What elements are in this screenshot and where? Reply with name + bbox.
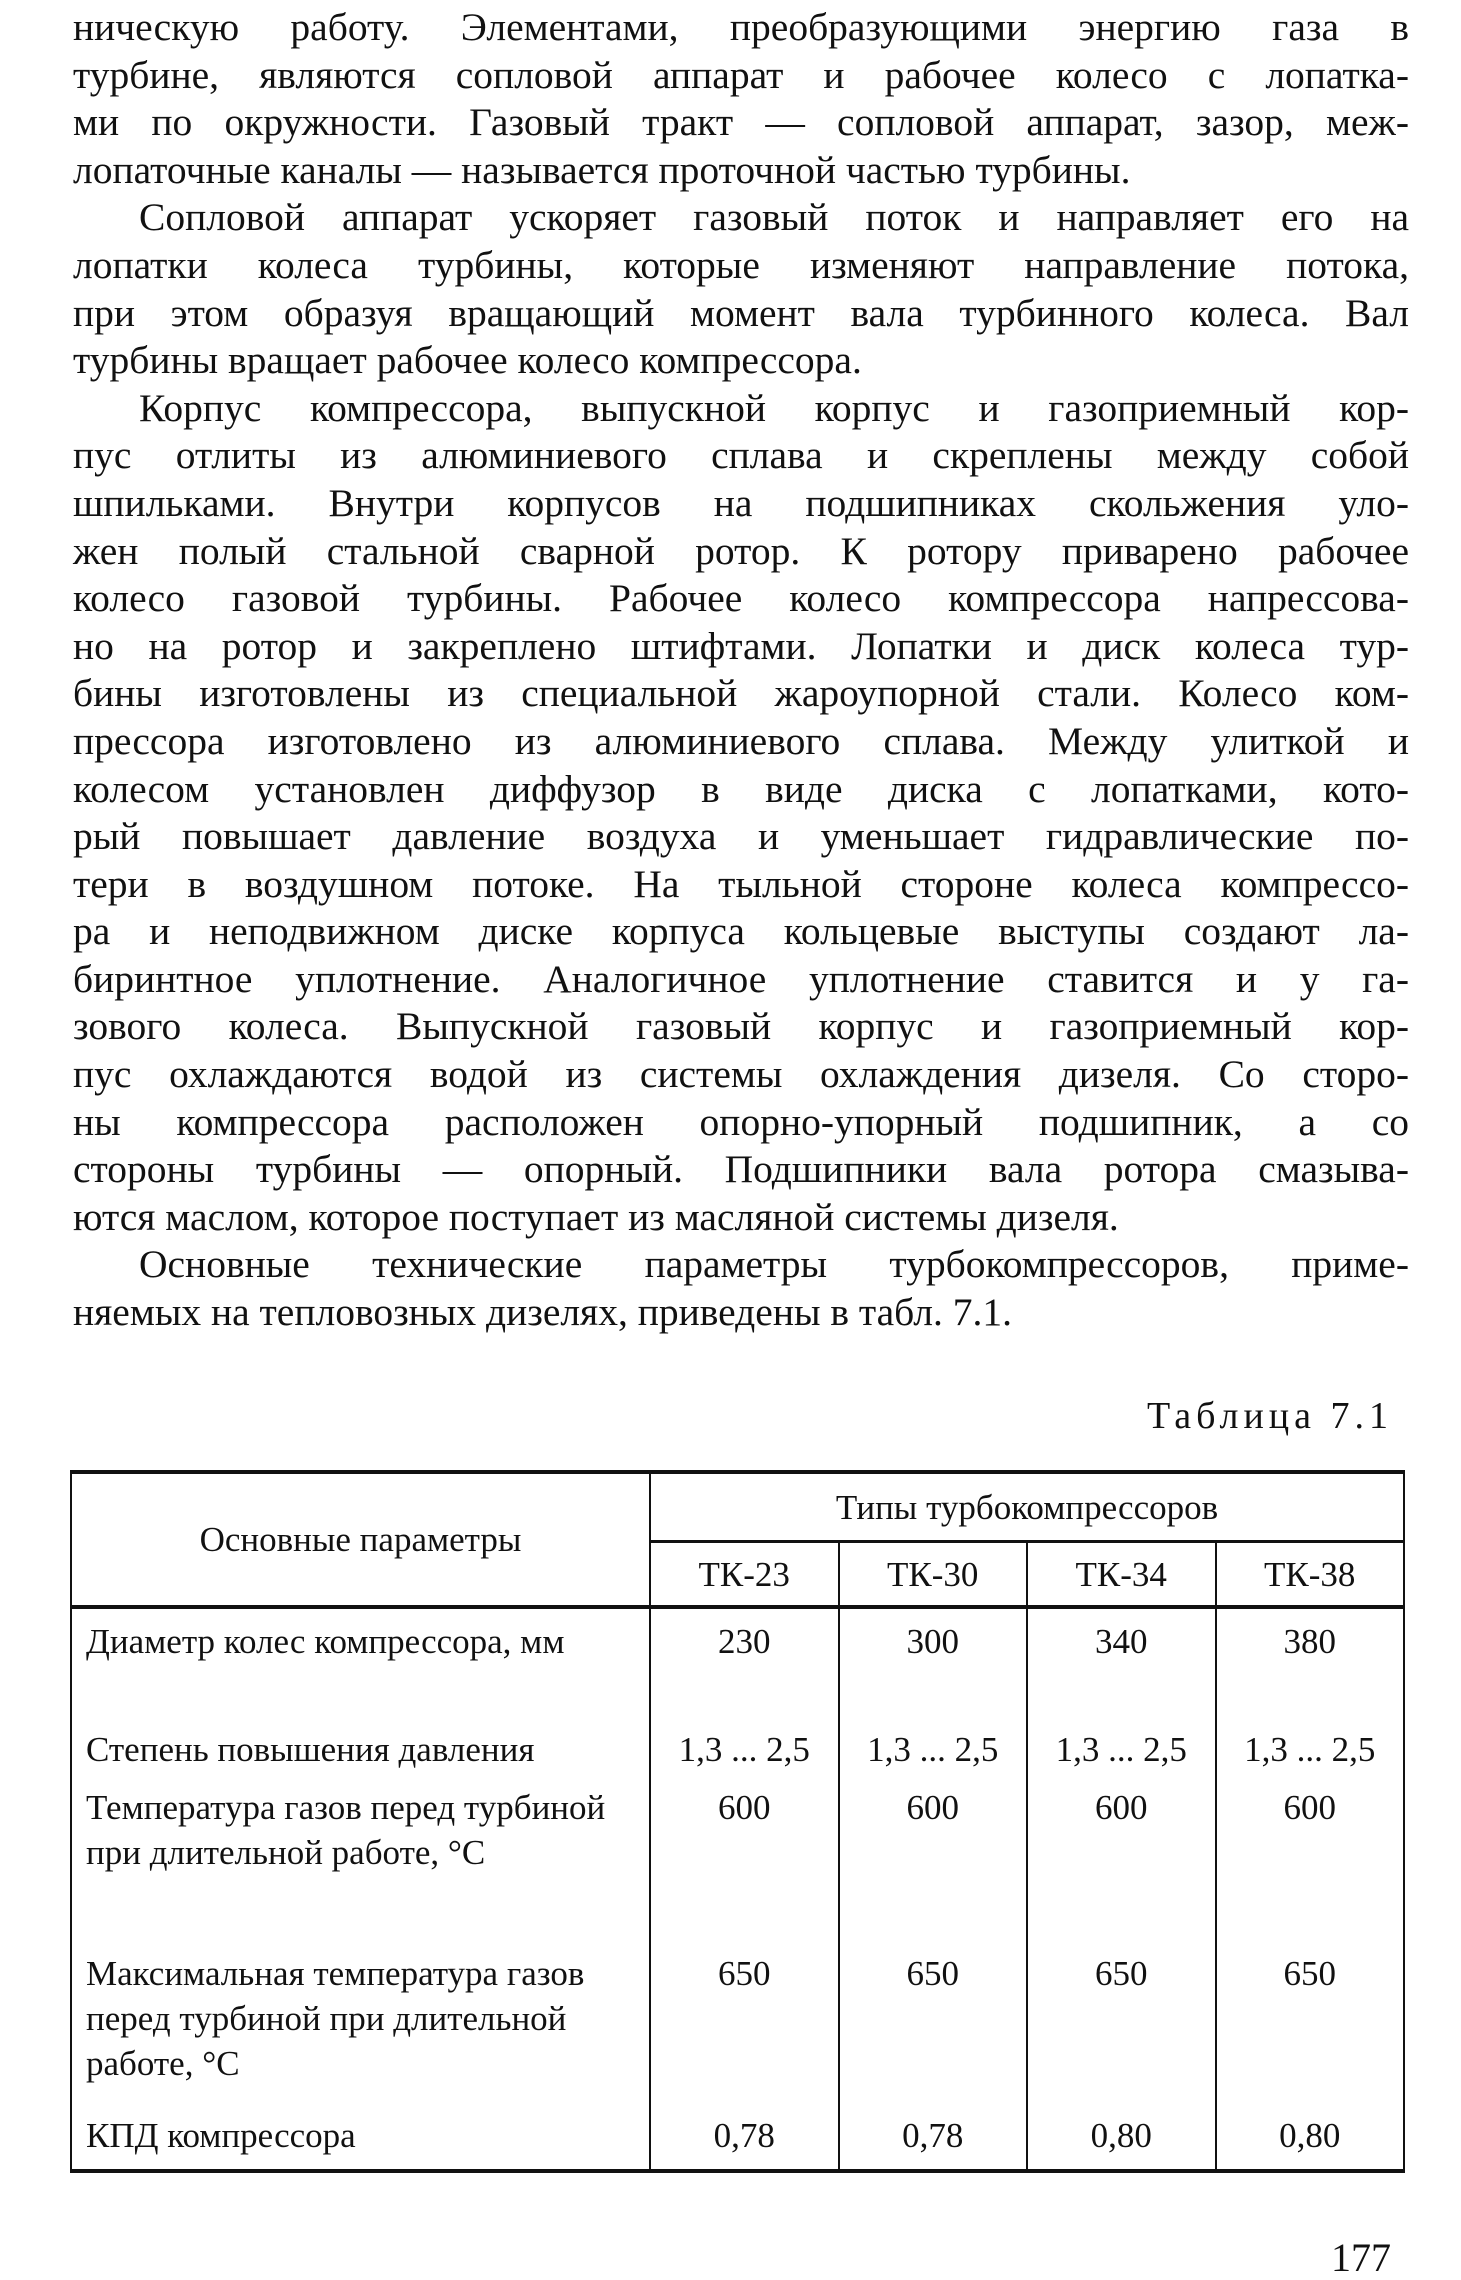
header-compressor-types: Типы турбокомпрессоров — [650, 1472, 1404, 1542]
text-line: при этом образуя вращающий момент вала турбинного колеса. Вал — [73, 290, 1409, 335]
param-value: 230 — [650, 1607, 839, 1727]
param-label: Диаметр колес компрессора, мм — [71, 1607, 650, 1727]
param-value: 650 — [650, 1951, 839, 2113]
header-parameters: Основные параметры — [71, 1472, 650, 1607]
param-value: 300 — [839, 1607, 1028, 1727]
header-model: ТК-23 — [650, 1542, 839, 1608]
param-value: 0,78 — [650, 2113, 839, 2171]
text-line: тери в воздушном потоке. На тыльной стороне колеса компрессо- — [73, 861, 1409, 906]
param-value: 600 — [650, 1785, 839, 1951]
text-line: стороны турбины — опорный. Подшипники вала ротора смазыва- — [73, 1147, 1409, 1192]
text-line: лопатки колеса турбины, которые изменяют направление потока, — [73, 242, 1409, 287]
param-label: Степень повышения давления — [71, 1727, 650, 1785]
text-line: Корпус компрессора, выпускной корпус и газоприемный кор- — [139, 385, 1409, 430]
table-row — [71, 1785, 1404, 1951]
text-line: но на ротор и закреплено штифтами. Лопатки и диск колеса тур- — [73, 623, 1409, 668]
param-value: 380 — [1216, 1607, 1405, 1727]
text-line: ническую работу. Элементами, преобразующими энергию газа в — [73, 5, 1409, 49]
text-line: ра и неподвижном диске корпуса кольцевые выступы создают ла- — [73, 909, 1409, 954]
page-number: 177 — [1331, 2235, 1391, 2280]
param-value: 600 — [1027, 1785, 1216, 1951]
param-value: 1,3 ... 2,5 — [1216, 1727, 1405, 1785]
param-value: 340 — [1027, 1607, 1216, 1727]
text-line: биринтное уплотнение. Аналогичное уплотнение ставится и у га- — [73, 956, 1409, 1001]
text-line: рый повышает давление воздуха и уменьшает гидравлические по- — [73, 814, 1409, 859]
body-text — [73, 4, 1409, 1337]
text-line: ны компрессора расположен опорно-упорный подшипник, а со — [73, 1099, 1409, 1144]
table-row — [71, 1951, 1404, 2113]
text-line: зового колеса. Выпускной газовый корпус и газоприемный кор- — [73, 1004, 1409, 1049]
param-value: 0,80 — [1216, 2113, 1405, 2171]
text-line: турбине, являются сопловой аппарат и рабочее колесо с лопатка- — [73, 52, 1409, 97]
text-line: лопаточные каналы — называется проточной частью турбины. — [73, 147, 1131, 192]
table-row — [71, 2113, 1404, 2171]
text-line: ются маслом, которое поступает из масляной системы дизеля. — [73, 1194, 1119, 1239]
text-line: прессора изготовлено из алюминиевого сплава. Между улиткой и — [73, 718, 1409, 763]
param-value: 0,80 — [1027, 2113, 1216, 2171]
text-line: жен полый стальной сварной ротор. К ротору приварено рабочее — [73, 528, 1409, 573]
table-row — [71, 1727, 1404, 1785]
text-line: ми по окружности. Газовый тракт — сопловой аппарат, зазор, меж- — [73, 100, 1409, 145]
text-line: турбины вращает рабочее колесо компрессора. — [73, 338, 862, 383]
param-value: 600 — [1216, 1785, 1405, 1951]
text-line: пус отлиты из алюминиевого сплава и скреплены между собой — [73, 433, 1409, 478]
param-value: 0,78 — [839, 2113, 1028, 2171]
param-value: 650 — [1027, 1951, 1216, 2113]
param-value: 1,3 ... 2,5 — [839, 1727, 1028, 1785]
param-value: 650 — [1216, 1951, 1405, 2113]
header-model: ТК-34 — [1027, 1542, 1216, 1608]
table-caption: Таблица 7.1 — [1146, 1395, 1393, 1437]
text-line: колесо газовой турбины. Рабочее колесо компрессора напрессова- — [73, 576, 1409, 621]
header-model: ТК-30 — [839, 1542, 1028, 1608]
text-line: Основные технические параметры турбокомпрессоров, приме- — [139, 1242, 1409, 1287]
param-label: КПД компрессора — [71, 2113, 650, 2171]
table-row — [71, 1607, 1404, 1727]
text-line: бины изготовлены из специальной жароупорной стали. Колесо ком- — [73, 671, 1409, 716]
param-label: Максимальная температура газов перед турбиной при длительной работе, °С — [71, 1951, 650, 2113]
text-line: Сопловой аппарат ускоряет газовый поток и направляет его на — [139, 195, 1409, 240]
turbocompressor-parameters-table — [70, 1470, 1405, 2173]
param-value: 1,3 ... 2,5 — [1027, 1727, 1216, 1785]
text-line: колесом установлен диффузор в виде диска с лопатками, кото- — [73, 766, 1409, 811]
table-header-row — [71, 1472, 1404, 1542]
param-value: 1,3 ... 2,5 — [650, 1727, 839, 1785]
text-line: шпильками. Внутри корпусов на подшипниках скольжения уло- — [73, 480, 1409, 525]
header-model: ТК-38 — [1216, 1542, 1405, 1608]
param-value: 650 — [839, 1951, 1028, 2113]
text-line: няемых на тепловозных дизелях, приведены в табл. 7.1. — [73, 1290, 1012, 1335]
param-label: Температура газов перед турбиной при длительной работе, °С — [71, 1785, 650, 1951]
text-line: пус охлаждаются водой из системы охлаждения дизеля. Со сторо- — [73, 1052, 1409, 1097]
param-value: 600 — [839, 1785, 1028, 1951]
